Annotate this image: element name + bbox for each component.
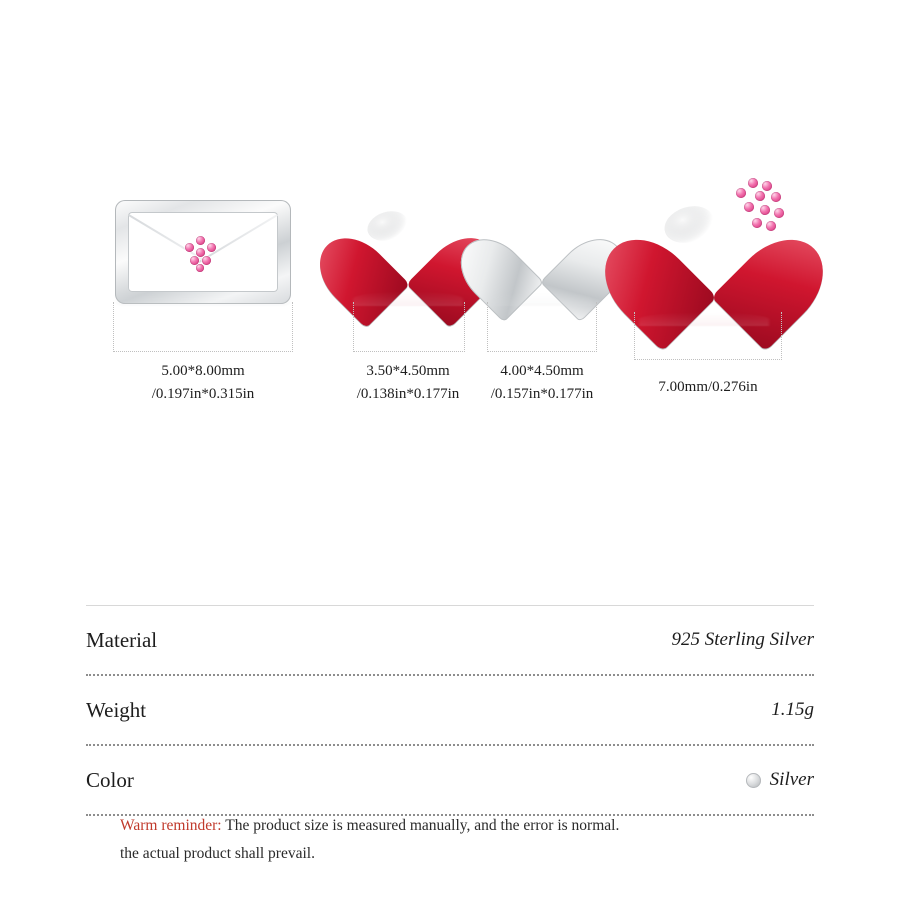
heart-highlight	[364, 205, 411, 244]
crowned-heart-size-caption	[602, 376, 814, 399]
cz-stone	[774, 208, 784, 218]
cz-stone	[755, 191, 765, 201]
envelope-size-line2: /0.197in*0.315in	[151, 386, 255, 402]
envelope-pink-heart	[176, 234, 230, 282]
warm-reminder-line1	[120, 812, 820, 840]
cz-stone	[202, 256, 211, 265]
envelope-dimension-bracket	[113, 302, 293, 352]
cz-stone	[207, 243, 216, 252]
specimen-red-heart-charm	[348, 160, 468, 402]
red-heart-size-line2: /0.138in*0.177in	[356, 386, 460, 402]
spec-label-material: Material	[86, 627, 158, 652]
envelope-size-line1: 5.00*8.00mm	[161, 363, 245, 379]
heart-highlight	[504, 210, 549, 245]
crowned-heart-dimension-bracket	[634, 312, 782, 360]
cz-stone	[766, 221, 776, 231]
red-heart-dimension-bracket	[353, 302, 465, 352]
spec-row-color	[86, 746, 814, 814]
spec-value-material	[672, 629, 814, 651]
warm-reminder-line2: the actual product shall prevail.	[120, 845, 315, 862]
cz-stone	[196, 264, 204, 272]
color-swatch-icon	[746, 773, 761, 788]
silver-heart-size-line2: /0.157in*0.177in	[490, 386, 594, 402]
cz-stone	[185, 243, 194, 252]
spec-value-weight	[771, 699, 814, 721]
envelope-charm-body	[115, 200, 291, 304]
specimen-envelope-charm	[115, 160, 291, 402]
specification-table	[86, 605, 814, 816]
cz-stone	[762, 181, 772, 191]
spec-value-color	[746, 769, 814, 791]
product-specimen-row	[0, 160, 900, 420]
cz-stone	[760, 205, 770, 215]
silver-heart-size-line1: 4.00*4.50mm	[500, 363, 584, 379]
silver-heart-body	[487, 202, 597, 302]
spec-label-weight: Weight	[86, 697, 147, 722]
red-heart-size-line1: 3.50*4.50mm	[366, 363, 450, 379]
spec-label-color: Color	[86, 767, 134, 792]
envelope-charm-illustration	[115, 160, 291, 320]
crown-cz-cluster	[730, 178, 794, 250]
specimen-silver-heart-charm	[487, 160, 597, 402]
cz-stone	[196, 236, 205, 245]
spec-value-color-text: Silver	[769, 769, 814, 790]
heart-highlight	[660, 199, 719, 248]
cz-stone	[748, 178, 758, 188]
crowned-heart-size-line1: 7.00mm/0.276in	[658, 379, 758, 395]
spec-value-weight-text: 1.15g	[771, 699, 814, 720]
cz-stone	[736, 188, 746, 198]
silver-heart-dimension-bracket	[487, 302, 597, 352]
spec-value-material-text: 925 Sterling Silver	[671, 629, 814, 650]
cz-stone	[744, 202, 754, 212]
spec-row-material	[86, 606, 814, 674]
warm-reminder-text1: The product size is measured manually, and the error is normal.	[221, 817, 620, 834]
cz-stone	[771, 192, 781, 202]
spec-row-weight	[86, 676, 814, 744]
red-enamel-heart	[348, 198, 468, 306]
envelope-size-caption	[97, 360, 309, 406]
red-heart-illustration	[348, 160, 468, 320]
silver-heart-illustration	[487, 160, 597, 320]
cz-stone	[752, 218, 762, 228]
specimen-crowned-heart-charm	[634, 160, 794, 395]
red-heart-body	[348, 198, 468, 306]
warm-reminder	[120, 812, 820, 868]
crowned-heart-illustration	[634, 160, 794, 335]
warm-reminder-label: Warm reminder:	[120, 817, 222, 834]
